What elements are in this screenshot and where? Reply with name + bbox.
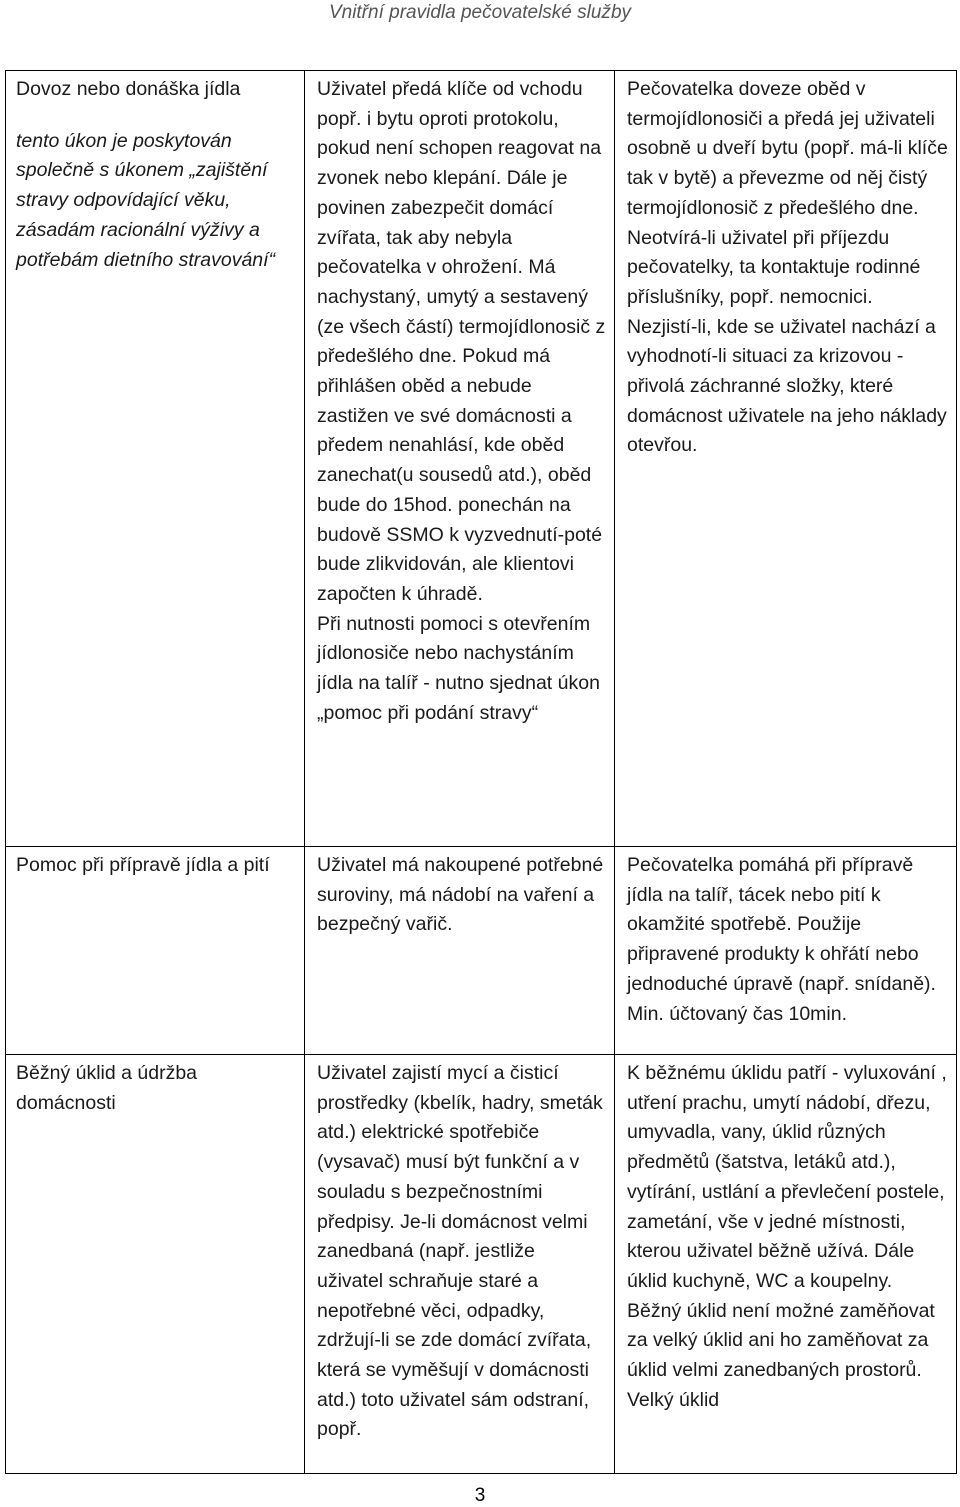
service-description: Pečovatelka doveze oběd v termojídlonosiči a předá jej uživateli osobně u dveří bytu (popř. má-li klíče tak v bytě) a převezme od něj čistý termojídlonosič z předešlého dne. [627, 78, 948, 219]
service-name: Dovoz nebo donáška jídla [16, 78, 241, 100]
service-conditions: Uživatel zajistí mycí a čisticí prostředky (kbelík, hadry, smeták atd.) elektrické spotřebiče (vysavač) musí být funkční a v souladu s bezpečnostními předpisy. Je-li domácnost velmi zanedbaná (např. jestliže uživatel schraňuje staré a nepotřebné věci, odpadky, zdržují-li se zde domácí zvířata, která se vyměšují v domácnosti atd.) toto uživatel sám odstraní, popř. [317, 1062, 603, 1441]
service-conditions-cell [305, 847, 615, 1055]
page-number: 3 [474, 1485, 486, 1506]
service-conditions: Uživatel předá klíče od vchodu popř. i bytu oproti protokolu, pokud není schopen reagovat na zvonek nebo klepání. Dále je povinen zabezpečit domácí zvířata, tak aby nebyla pečovatelka v ohrožení. Má nachystaný, umytý a sestavený (ze všech částí) termojídlonosič z předešlého dne. Pokud má přihlášen oběd a nebude zastižen ve své domácnosti a předem nenahlásí, kde oběd zanechat(u sousedů atd.), oběd bude do 15hod. ponechán na budově SSMO k vyzvednutí-poté bude zlikvidován, ale klientovi započten k úhradě. [317, 78, 606, 605]
service-name-cell [6, 71, 305, 847]
service-description: K běžnému úklidu patří - vyluxování , utření prachu, umytí nádobí, dřezu, umyvadla, vany, úklid různých předmětů (šatstva, letáků atd.), vytírání, ustlání a převlečení postele, zametání, vše v jedné místnosti, kterou uživatel běžně užívá. Dále úklid kuchyně, WC a koupelny. Běžný úklid není možné zaměňovat za velký úklid ani ho zaměňovat za úklid velmi zanedbaných prostorů. Velký úklid [627, 1062, 947, 1411]
service-description: Pečovatelka pomáhá při přípravě jídla na talíř, tácek nebo pití k okamžité spotřebě. Použije připravené produkty k ohřátí nebo jednoduché úpravě (např. snídaně). Min. účtovaný čas 10min. [627, 854, 936, 1025]
service-name-cell [6, 1055, 305, 1474]
service-conditions: Uživatel má nakoupené potřebné suroviny, má nádobí na vaření a bezpečný vařič. [317, 854, 604, 936]
service-description-extra: Neotvírá-li uživatel při příjezdu pečovatelky, ta kontaktuje rodinné příslušníky, popř. nemocnici. Nezjistí-li, kde se uživatel nachází a vyhodnotí-li situaci za krizovou - přivolá záchranné složky, které domácnost uživatele na jeho náklady otevřou. [627, 226, 947, 457]
table-row [6, 71, 957, 847]
service-note: tento úkon je poskytován společně s úkonem „zajištění stravy odpovídající věku, zásadám racionální výživy a potřebám dietního stravování“ [16, 129, 276, 271]
service-name: Běžný úklid a údržba domácnosti [16, 1062, 198, 1114]
table-row [6, 1055, 957, 1474]
service-description-cell [615, 71, 957, 847]
service-conditions-cell [305, 1055, 615, 1474]
service-name-cell [6, 847, 305, 1055]
service-conditions-cell [305, 71, 615, 847]
service-description-cell [615, 1055, 957, 1474]
services-table [5, 70, 957, 1474]
page-header: Vnitřní pravidla pečovatelské služby [328, 2, 632, 23]
service-name: Pomoc při přípravě jídla a pití [16, 854, 270, 876]
table-row [6, 847, 957, 1055]
service-description-cell [615, 847, 957, 1055]
service-conditions-extra: Při nutnosti pomoci s otevřením jídlonosiče nebo nachystáním jídla na talíř - nutno sjednat úkon „pomoc při podání stravy“ [317, 612, 600, 724]
